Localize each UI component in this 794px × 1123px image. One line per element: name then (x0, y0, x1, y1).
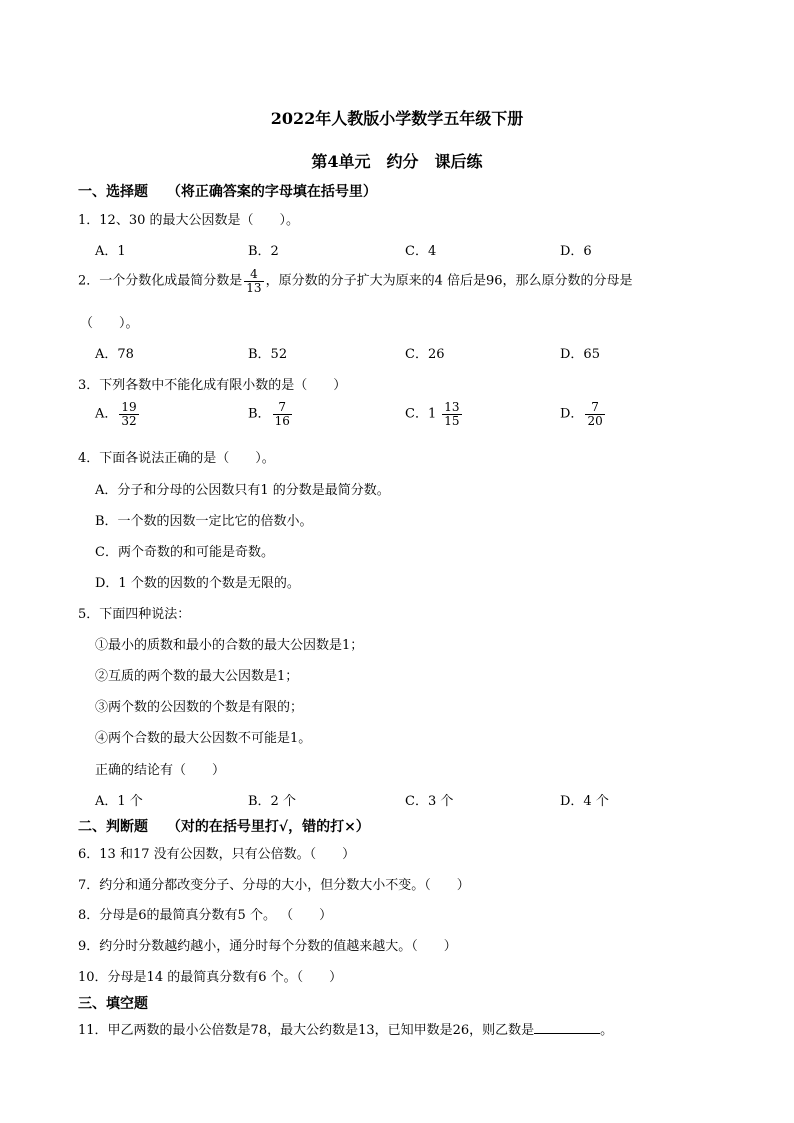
page-subtitle: 第4单元 约分 课后练 (311, 152, 483, 171)
q3-option-b[interactable] (248, 401, 294, 427)
q3-option-c[interactable] (405, 401, 464, 427)
q3-option-c-fraction (442, 401, 461, 427)
q3-a-numerator: 19 (121, 400, 137, 414)
q3-option-d-fraction (585, 401, 604, 427)
q5-statement-1: ①最小的质数和最小的合数的最大公因数是1； (95, 638, 364, 653)
q5-statement-2: ②互质的两个数的最大公因数是1； (95, 669, 299, 684)
q1-option-c[interactable]: C．4 (405, 244, 437, 259)
q5-statement-4: ④两个合数的最大公因数不可能是1。 (95, 731, 312, 746)
section-judge-label: 二、判断题 (78, 819, 148, 835)
section-choice-hint: （将正确答案的字母填在括号里） (166, 184, 377, 200)
question-10: 10．分母是14 的最简真分数有6 个。（ ） (78, 970, 343, 985)
question-1-stem: 1．12、30 的最大公因数是（ ）。 (78, 213, 299, 228)
question-6: 6．13 和17 没有公因数，只有公倍数。（ ） (78, 847, 356, 862)
q3-option-a-label: A． (95, 406, 118, 422)
q3-c-denominator: 15 (444, 413, 460, 428)
q3-option-b-fraction (273, 401, 292, 427)
q3-d-denominator: 20 (587, 413, 603, 428)
question-9: 9．约分时分数越约越小，通分时每个分数的值越来越大。（ ） (78, 939, 457, 954)
q2-fraction (244, 268, 263, 294)
q2-fraction-denominator: 13 (246, 280, 262, 295)
question-11 (78, 1019, 613, 1038)
q2-option-d[interactable]: D．65 (560, 347, 600, 362)
question-4-stem: 4．下面各说法正确的是（ ）。 (78, 451, 275, 466)
q4-option-a[interactable]: A．分子和分母的公因数只有1 的分数是最简分数。 (95, 483, 390, 498)
q5-option-a[interactable]: A．1 个 (95, 794, 143, 809)
q11-answer-blank[interactable] (534, 1021, 600, 1034)
q4-option-c[interactable]: C．两个奇数的和可能是奇数。 (95, 545, 274, 560)
q2-fraction-numerator: 4 (250, 267, 258, 281)
q3-b-denominator: 16 (274, 413, 290, 428)
q3-option-a[interactable] (95, 401, 141, 427)
question-7: 7．约分和通分都改变分子、分母的大小，但分数大小不变。（ ） (78, 878, 470, 893)
q11-end: 。 (600, 1023, 614, 1038)
section-judge-header (78, 816, 370, 836)
q1-option-d[interactable]: D．6 (560, 244, 592, 259)
section-fill-header: 三、填空题 (78, 996, 148, 1012)
page-title: 2022年人教版小学数学五年级下册 (270, 109, 524, 128)
q3-b-numerator: 7 (278, 400, 287, 414)
q3-option-d-label: D． (560, 406, 584, 422)
q2-option-a[interactable]: A．78 (95, 347, 134, 362)
q2-option-b[interactable]: B．52 (248, 347, 288, 362)
q5-statement-3: ③两个数的公因数的个数是有限的； (95, 700, 304, 715)
q4-option-d[interactable]: D．1 个数的因数的个数是无限的。 (95, 576, 300, 591)
q3-option-b-label: B． (248, 406, 271, 422)
section-choice-header (78, 181, 377, 201)
q11-stem: 11．甲乙两数的最小公倍数是78，最大公约数是13，已知甲数是26，则乙数是 (78, 1023, 535, 1038)
question-3-stem: 3．下列各数中不能化成有限小数的是（ ） (78, 378, 347, 393)
section-choice-label: 一、选择题 (78, 184, 148, 200)
q3-a-denominator: 32 (121, 413, 137, 428)
q3-option-c-label: C．1 (405, 406, 437, 422)
q5-option-b[interactable]: B．2 个 (248, 794, 296, 809)
q4-option-b[interactable]: B．一个数的因数一定比它的倍数小。 (95, 514, 313, 529)
q2-stem-pre: 2．一个分数化成最简分数是 (78, 273, 243, 289)
q5-option-c[interactable]: C．3 个 (405, 794, 454, 809)
question-2-stem (78, 268, 633, 294)
question-8: 8．分母是6的最简真分数有5 个。 （ ） (78, 908, 333, 923)
q2-option-c[interactable]: C．26 (405, 347, 445, 362)
section-judge-hint: （对的在括号里打√，错的打×） (166, 819, 370, 835)
q2-stem-post: ，原分数的分子扩大为原来的4 倍后是96，那么原分数的分母是 (265, 273, 633, 289)
q5-conclusion: 正确的结论有（ ） (95, 763, 226, 778)
q3-option-a-fraction (119, 401, 138, 427)
q3-c-numerator: 13 (444, 400, 460, 414)
q1-option-a[interactable]: A．1 (95, 244, 126, 259)
q1-option-b[interactable]: B．2 (248, 244, 279, 259)
q3-d-numerator: 7 (591, 400, 599, 414)
question-2-stem-line2: （ ）。 (80, 316, 139, 331)
q5-option-d[interactable]: D．4 个 (560, 794, 609, 809)
q3-option-d[interactable] (560, 401, 607, 427)
question-5-stem: 5．下面四种说法： (78, 607, 191, 622)
